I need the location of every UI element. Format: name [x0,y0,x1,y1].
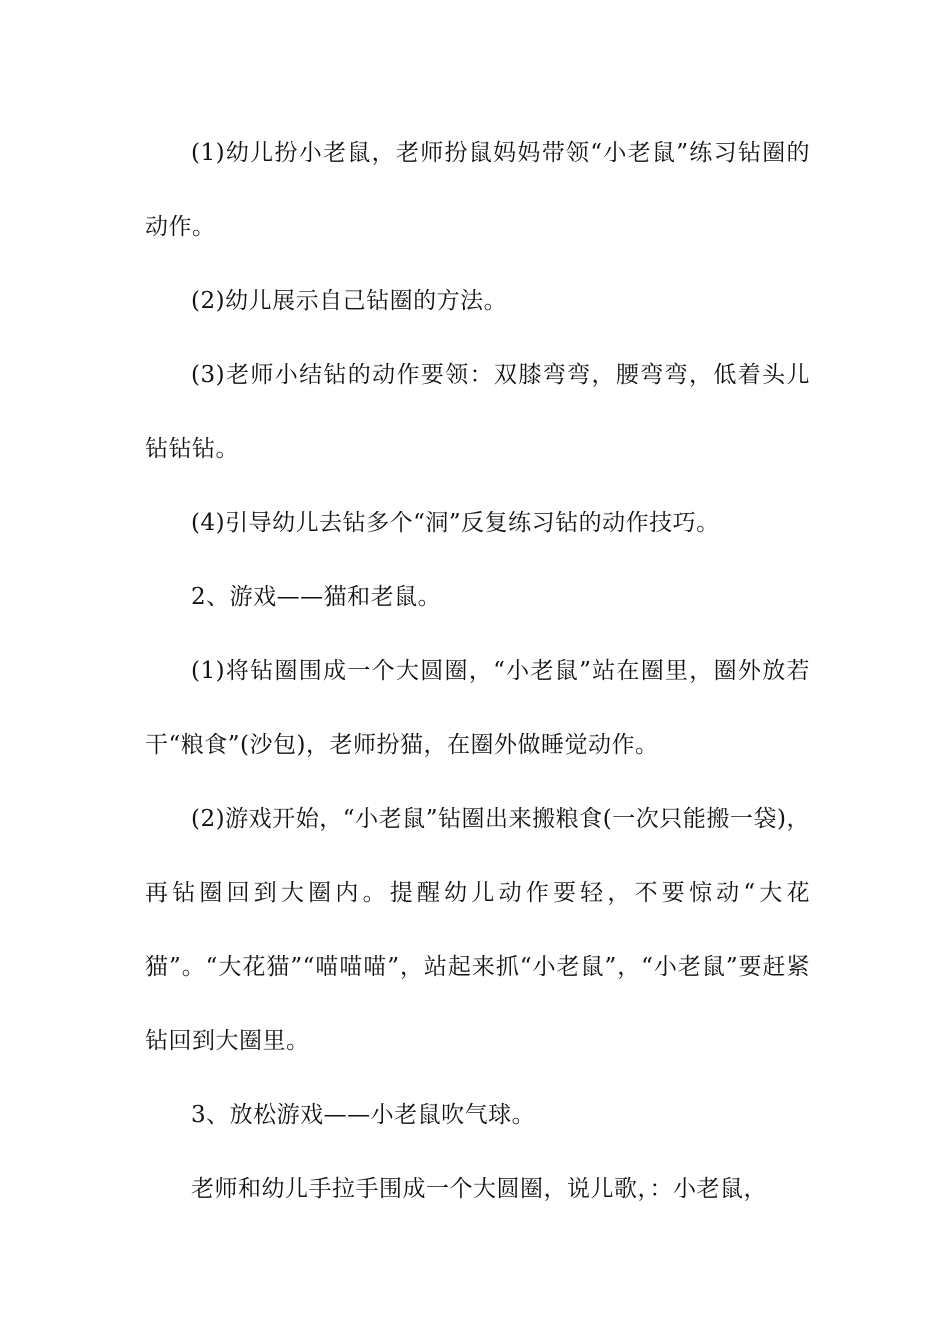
paragraph-7: 老师和幼儿手拉手围成一个大圆圈，说儿歌，：小老鼠， [191,1176,767,1202]
section-heading-3: 3、放松游戏——小老鼠吹气球。 [191,1102,536,1128]
paragraph-4: (4)引导幼儿去钻多个“洞”反复练习钻的动作技巧。 [191,510,720,536]
paragraph-5: (1)将钻圈围成一个大圆圈，“小老鼠”站在圈里，圈外放若干“粮食”(沙包)，老师扮猫，在圈外做睡觉动作。 [145,658,810,758]
paragraph-3: (3)老师小结钻的动作要领：双膝弯弯，腰弯弯，低着头儿钻钻钻。 [145,362,810,462]
paragraph-1: (1)幼儿扮小老鼠，老师扮鼠妈妈带领“小老鼠”练习钻圈的动作。 [145,140,810,240]
section-heading-2: 2、游戏——猫和老鼠。 [191,584,442,610]
paragraph-2: (2)幼儿展示自己钻圈的方法。 [191,288,508,314]
paragraph-6: (2)游戏开始，“小老鼠”钻圈出来搬粮食(一次只能搬一袋)，再钻圈回到大圈内。提醒幼儿动作要轻，不要惊动“大花猫”。“大花猫”“喵喵喵”，站起来抓“小老鼠”，“小老鼠”要赶紧钻回到大圈里。 [145,806,810,1054]
